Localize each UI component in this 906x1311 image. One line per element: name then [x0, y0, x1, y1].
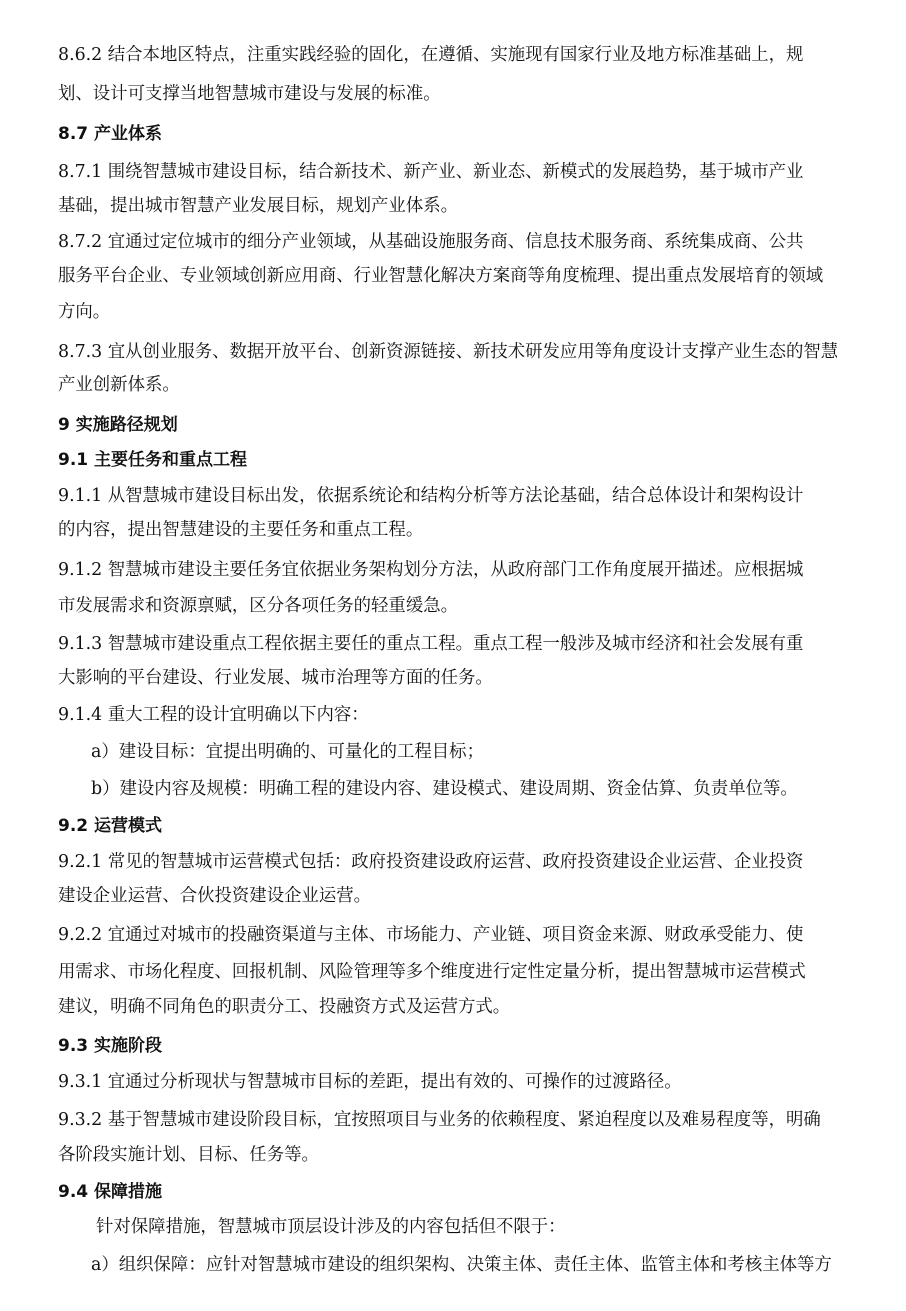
paragraph-9-1-2-line-1: 9.1.2 智慧城市建设主要任务宜依据业务架构划分方法，从政府部门工作角度展开描述。应根据城: [58, 560, 804, 580]
chapter-heading-9: 9 实施路径规划: [58, 415, 178, 435]
paragraph-9-2-2-line-1: 9.2.2 宜通过对城市的投融资渠道与主体、市场能力、产业链、项目资金来源、财政承受能力、使: [58, 925, 804, 945]
paragraph-8-6-2-line-1: 8.6.2 结合本地区特点，注重实践经验的固化，在遵循、实施现有国家行业及地方标准基础上，规: [58, 45, 804, 65]
paragraph-8-7-2-line-2: 服务平台企业、专业领域创新应用商、行业智慧化解决方案商等角度梳理、提出重点发展培育的领域: [58, 266, 824, 286]
paragraph-9-4-intro: 针对保障措施，智慧城市顶层设计涉及的内容包括但不限于：: [96, 1217, 566, 1237]
paragraph-9-1-4: 9.1.4 重大工程的设计宜明确以下内容：: [58, 705, 369, 725]
paragraph-8-7-1-line-2: 基础，提出城市智慧产业发展目标，规划产业体系。: [58, 196, 458, 216]
section-heading-9-2: 9.2 运营模式: [58, 816, 163, 836]
paragraph-9-3-1: 9.3.1 宜通过分析现状与智慧城市目标的差距，提出有效的、可操作的过渡路径。: [58, 1072, 682, 1092]
paragraph-8-7-1-line-1: 8.7.1 围绕智慧城市建设目标，结合新技术、新产业、新业态、新模式的发展趋势，基于城市产业: [58, 162, 804, 182]
paragraph-9-2-2-line-2: 用需求、市场化程度、回报机制、风险管理等多个维度进行定性定量分析，提出智慧城市运营模式: [58, 962, 806, 982]
list-item-organization: a）组织保障：应针对智慧城市建设的组织架构、决策主体、责任主体、监管主体和考核主体等方: [91, 1255, 832, 1275]
list-item-a: a）建设目标：宜提出明确的、可量化的工程目标；: [91, 742, 484, 762]
paragraph-9-2-2-line-3: 建议，明确不同角色的职责分工、投融资方式及运营方式。: [58, 997, 511, 1017]
section-heading-9-3: 9.3 实施阶段: [58, 1036, 163, 1056]
paragraph-8-7-2-line-3: 方向。: [58, 302, 111, 322]
section-heading-9-1: 9.1 主要任务和重点工程: [58, 450, 248, 470]
paragraph-9-3-2-line-2: 各阶段实施计划、目标、任务等。: [58, 1145, 319, 1165]
paragraph-9-2-1-line-1: 9.2.1 常见的智慧城市运营模式包括：政府投资建设政府运营、政府投资建设企业运营、企业投资: [58, 852, 804, 872]
paragraph-9-1-3-line-1: 9.1.3 智慧城市建设重点工程依据主要任的重点工程。重点工程一般涉及城市经济和社会发展有重: [58, 634, 804, 654]
paragraph-9-3-2-line-1: 9.3.2 基于智慧城市建设阶段目标，宜按照项目与业务的依赖程度、紧迫程度以及难易程度等，明确: [58, 1110, 821, 1130]
paragraph-8-7-3-line-2: 产业创新体系。: [58, 375, 180, 395]
section-heading-9-4: 9.4 保障措施: [58, 1182, 163, 1202]
paragraph-9-1-1-line-2: 的内容，提出智慧建设的主要任务和重点工程。: [58, 520, 424, 540]
paragraph-9-1-3-line-2: 大影响的平台建设、行业发展、城市治理等方面的任务。: [58, 668, 493, 688]
paragraph-9-1-2-line-2: 市发展需求和资源禀赋，区分各项任务的轻重缓急。: [58, 596, 458, 616]
paragraph-9-1-1-line-1: 9.1.1 从智慧城市建设目标出发，依据系统论和结构分析等方法论基础，结合总体设计和架构设计: [58, 486, 804, 506]
section-heading-8-7: 8.7 产业体系: [58, 124, 163, 144]
paragraph-9-2-1-line-2: 建设企业运营、合伙投资建设企业运营。: [58, 886, 372, 906]
paragraph-8-7-3-line-1: 8.7.3 宜从创业服务、数据开放平台、创新资源链接、新技术研发应用等角度设计支撑产业生态的智慧: [58, 342, 839, 362]
list-item-b: b）建设内容及规模：明确工程的建设内容、建设模式、建设周期、资金估算、负责单位等。: [91, 779, 798, 799]
paragraph-8-6-2-line-2: 划、设计可支撑当地智慧城市建设与发展的标准。: [58, 84, 441, 104]
paragraph-8-7-2-line-1: 8.7.2 宜通过定位城市的细分产业领域，从基础设施服务商、信息技术服务商、系统集成商、公共: [58, 232, 804, 252]
